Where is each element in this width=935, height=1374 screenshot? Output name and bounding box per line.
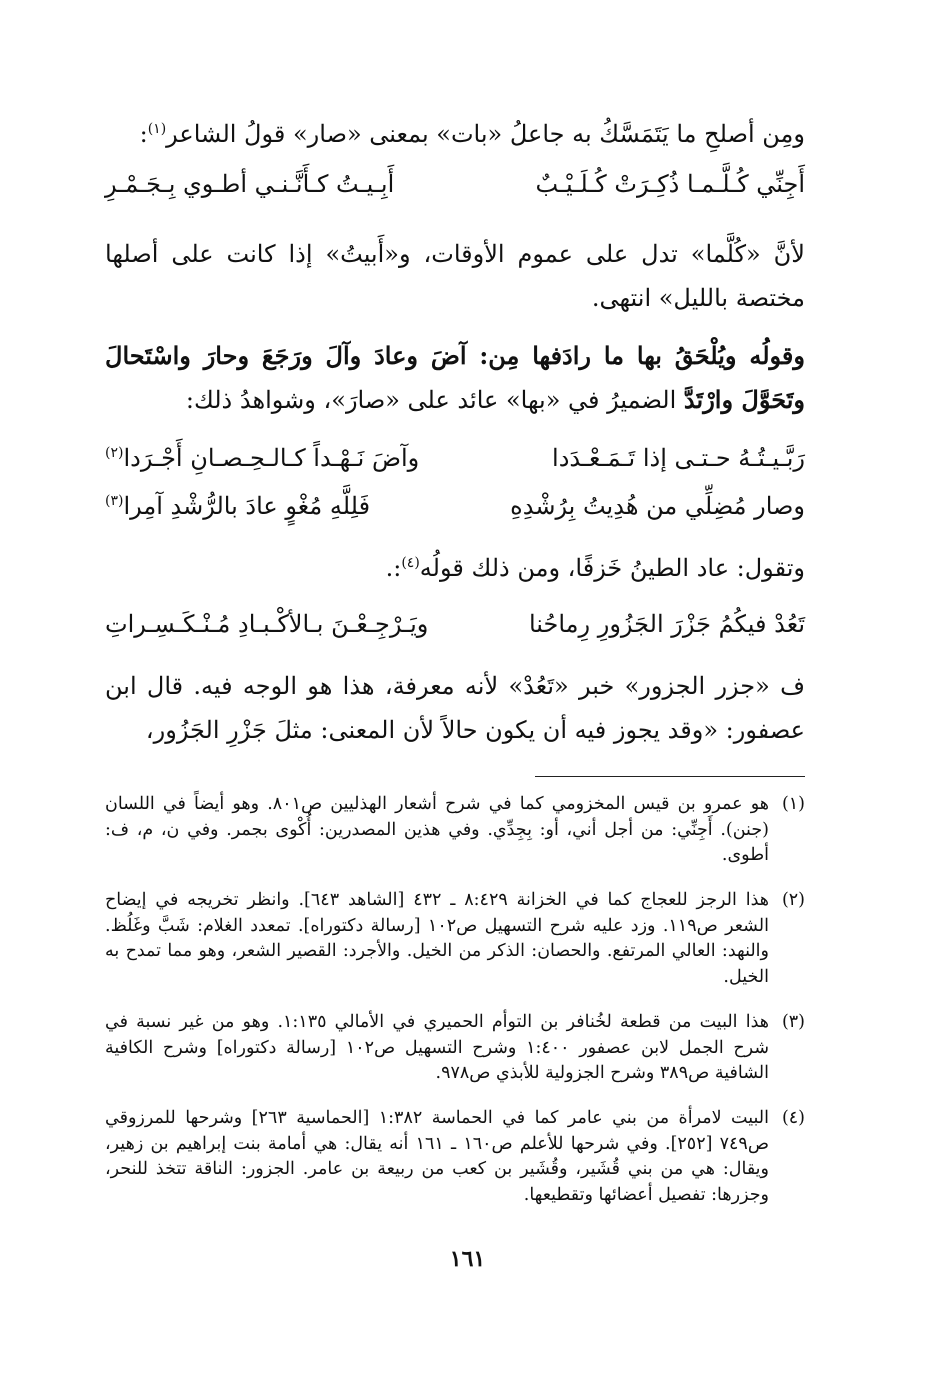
footnote bbox=[105, 1010, 805, 1087]
footnote-text: هو عمرو بن قيس المخزومي كما في شرح أشعار الهذليين ص٨٠١. وهو أيضاً في اللسان (جنن). أَجِنِّي: من أجل أني، أو: بِجِدِّي. وفي هذين المصدرين: أُكْوى بجمر. وفي ن، م، ف: أطوى. bbox=[105, 794, 769, 865]
paragraph-text: ف «جزر الجزور» خبر «تَعُدْ» لأنه معرفة، هذا هو الوجه فيه. قال ابن عصفور: «وقد يجوز فيه أن يكون حالاً لأن المعنى: مثلَ جَزْرِ الجَزُور، bbox=[105, 672, 805, 744]
footnote-ref: (١) bbox=[147, 121, 167, 137]
footnote-number: (٢) bbox=[781, 890, 805, 910]
verse-line bbox=[105, 484, 805, 528]
footnote-text: البيت لامرأة من بني عامر كما في الحماسة ١:٣٨٢ [الحماسية ٢٦٣] وشرحها للمرزوقي ص٧٤٩ [٢٥٢]. وفي شرحها للأعلم ص١٦٠ ـ ١٦١ أنه يقال: هي أمامة بنت إبراهيم بن زهير، ويقال: هي من بني قُشَير، وقُشَير بن كعب من ربيعة بن عامر. الجزور: الناقة تتخذ للنحر، وجزرها: تفصيل أعضائها وتقطيعها. bbox=[105, 1108, 769, 1205]
paragraph-tail: : bbox=[139, 120, 148, 148]
verse-text: وآضَ نَـهْـداً كـالـحِـصـانِ أَجْـرَدا bbox=[123, 444, 420, 472]
footnote bbox=[105, 792, 805, 869]
page-number: ١٦١ bbox=[449, 1246, 486, 1272]
paragraph-text: لأنَّ «كُلَّما» تدل على عموم الأوقات، و«أَبيتُ» إذا كانت على أصلها مختصة بالليل» انتهى. bbox=[105, 240, 805, 312]
verse-line bbox=[105, 436, 805, 480]
verse-hemistich-first bbox=[552, 436, 805, 480]
footnote-number: (١) bbox=[781, 794, 805, 814]
verse-hemistich-second: أَبِـيـتُ كـأَنَّـنـي أطـوي بِـجَـمْـرِ bbox=[105, 170, 395, 198]
footnote-ref: (٤) bbox=[401, 555, 420, 571]
footnote-text: هذا البيت من قطعة لخُنافر بن التوأم الحميري في الأمالي ١:١٣٥. وهو من غير نسبة في شرح الجمل لابن عصفور ١:٤٠٠ وشرح التسهيل ص١٠٢ [رسالة دكتوراه] وشرح الكافية الشافية ص٣٨٩ وشرح الجزولية للأبذي ص٩٧٨. bbox=[105, 1012, 769, 1083]
paragraph-text: ومِن أصلحِ ما يَتَمَسَّكُ به جاعلُ «بات» بمعنى «صار» قولُ الشاعر bbox=[166, 120, 805, 148]
verse-hemistich-first: أَجِنِّي كُـلَّـمـا ذُكِـرَتْ كُـلَـيْـبٌ bbox=[535, 170, 805, 198]
verse-line bbox=[105, 602, 805, 646]
paragraph-intro bbox=[105, 112, 805, 156]
paragraph-explanation bbox=[105, 232, 805, 320]
footnote-text: هذا الرجز للعجاج كما في الخزانة ٨:٤٢٩ ـ ٤٣٢ [الشاهد ٦٤٣]. وانظر تخريجه في إيضاح الشعر ص١١٩. وزد عليه شرح التسهيل ص١٠٢ [رسالة دكتوراه]. تمعدد الغلام: شَبَّ وغَلُظ. والنهد: العالي المرتفع. والحصان: الذكر من الخيل. والأجرد: القصير الشعر، وهو مما تمدح به الخيل. bbox=[105, 890, 770, 987]
paragraph-text: الضميرُ في «بها» عائد على «صارَ»، وشواهدُ ذلك: bbox=[185, 386, 684, 414]
footnote-number: (٣) bbox=[781, 1012, 805, 1032]
verse-hemistich-second bbox=[105, 484, 370, 528]
verse-text: فَلِلَّهِ مُغْوٍ عادَ بالرُّشْدِ آمِرا bbox=[123, 492, 371, 520]
paragraph-related-verbs bbox=[105, 334, 805, 422]
verse-hemistich-second bbox=[105, 436, 419, 480]
verse-text: رَبَّـيـتُـهُ حـتـى إذا تَـمَـعْـدَدا bbox=[552, 444, 805, 472]
paragraph-tail: :. bbox=[385, 554, 402, 582]
verse-hemistich-first: تَعُدْ فيكُمُ جَزْرَ الجَزُورِ رِماحُنا bbox=[528, 610, 805, 638]
footnote bbox=[105, 888, 805, 990]
footnote bbox=[105, 1106, 805, 1208]
footnote-ref: (٢) bbox=[105, 445, 124, 461]
verse-hemistich-first bbox=[510, 484, 805, 528]
paragraph-bold-lead: وقولُه ويُلْحَقُ بها ما رادَفها مِن: آضَ وعادَ وآلَ ورَجَعَ وحارَ واسْتَحالَ وتَحَوَّلَ وارْتَدَّ bbox=[105, 341, 805, 414]
footnote-separator bbox=[535, 776, 805, 777]
footnote-number: (٤) bbox=[781, 1108, 805, 1128]
paragraph-commentary bbox=[105, 664, 805, 752]
verse-text: وصار مُضِلِّي من هُدِيتُ بِرُشْدِهِ bbox=[510, 492, 805, 520]
paragraph-example bbox=[105, 546, 805, 590]
footnote-ref: (٣) bbox=[105, 493, 124, 509]
verse-hemistich-second: ويَـرْجِـعْـنَ بـالأكْـبـادِ مُـنْـكَـسِـراتِ bbox=[105, 610, 429, 638]
paragraph-text: وتقول: عاد الطينُ خَزفًا، ومن ذلك قولُه bbox=[419, 554, 805, 582]
verse-line bbox=[105, 162, 805, 206]
